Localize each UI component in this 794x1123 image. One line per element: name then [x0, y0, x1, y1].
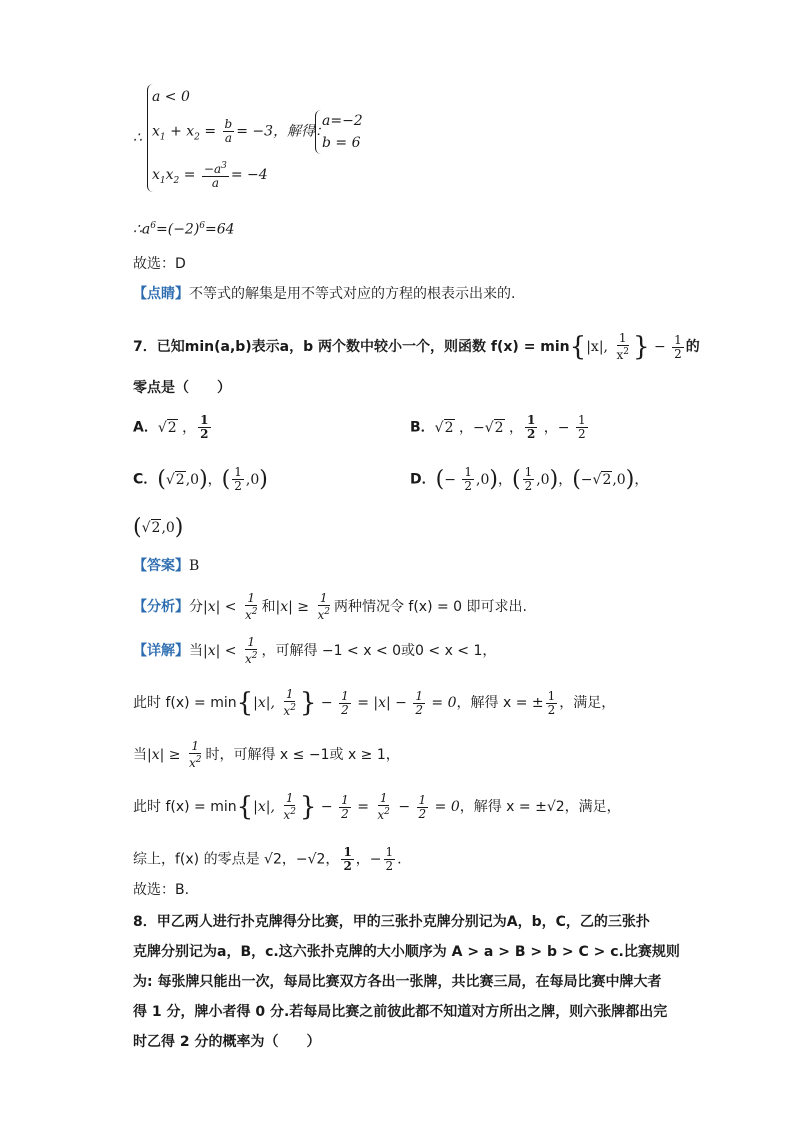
summary-text-2: ，−	[355, 851, 382, 868]
power-expr: =(−2)	[156, 221, 200, 238]
case2-text-2: 时，可解得 x ≤ −1或 x ≥ 1，	[205, 747, 400, 763]
q7-option-d[interactable]: D．(− $\frac{1}{2}$ ,0)，( $\frac{1}{2}$ ,0)，(−√2,0)，	[410, 465, 649, 493]
option-d-label: D．	[410, 471, 436, 488]
q8-line3: 为: 每张牌只能出一次，每局比赛双方各出一张牌，共比赛三局，在每局比赛中牌大者	[133, 974, 662, 990]
power-base: ∴a	[133, 221, 151, 238]
analysis-tag: 【分析】	[133, 599, 189, 615]
power-value: =64	[205, 221, 235, 238]
condition-a-negative: a < 0	[152, 89, 190, 105]
q7-option-c[interactable]: C．(√2,0)，( $\frac{1}{2}$ ,0)	[133, 465, 268, 493]
q7-option-b[interactable]: B．√2 ，−√2 ， $\frac{1}{2}$ ，− $\frac{1}{2}$	[410, 413, 586, 441]
comment-tag: 【点睛】	[133, 286, 189, 302]
q7-case1: 此时 f(x) = min{|x|, $\frac{1}{x^2}$ } − $\frac{1}{2}$ = |x| − $\frac{1}{2}$ = 0，解得 x = ± $\frac{1}{2}$ ，满足，	[133, 687, 616, 718]
q8-line5: 时乙得 2 分的概率为（ ）	[133, 1034, 321, 1050]
solution-a: a=−2	[322, 113, 363, 129]
q8-line2: 克牌分别记为a，B，c.这六张扑克牌的大小顺序为 A > a > B > b > C > c.比赛规则	[133, 944, 680, 960]
detail-tag: 【详解】	[133, 643, 189, 659]
q7-option-d-cont: (√2,0)	[133, 515, 184, 540]
comment-text: 不等式的解集是用不等式对应的方程的根表示出来的.	[189, 286, 516, 302]
q7-stem: 7．已知min(a,b)表示a，b 两个数中较小一个，则函数 f(x) = min{|x|, $\frac{1}{x^2}$ } − $\frac{1}{2}$ 的	[133, 331, 700, 362]
q8-number: 8．	[133, 914, 157, 930]
case2-text-4: ，解得 x = ±√2，满足，	[459, 799, 621, 815]
analysis-text-1: 分	[189, 599, 203, 615]
option-b-label: B．	[410, 419, 435, 436]
case2-text-1: 当	[133, 747, 147, 763]
summary-text-1: 综上，f(x) 的零点是 √2，−√2，	[133, 851, 340, 868]
solution-brace	[315, 110, 321, 154]
q7-case2: 此时 f(x) = min{|x|, $\frac{1}{x^2}$ } − $\frac{1}{2}$ = $\frac{1}{x^2}$ − $\frac{1}{2}$ = 0，解得 x = ±√2，满足，	[133, 791, 621, 822]
q8-text-1: 甲乙两人进行扑克牌得分比赛，甲的三张扑克牌分别记为A，b，C，乙的三张扑	[156, 914, 650, 930]
solution-b: b = 6	[322, 135, 361, 151]
power-result: $\therefore a^6=(-2)^6=64$	[133, 221, 235, 238]
answer-value: B	[189, 558, 200, 574]
case1-text-3: ，满足，	[559, 695, 616, 711]
q7-analysis: 【分析】分|x| < $\frac{1}{x^2}$ 和|x| ≥ $\frac{1}{x^2}$ 两种情况令 f(x) = 0 即可求出.	[133, 591, 527, 622]
q7-option-a[interactable]: A．√2 ， $\frac{1}{2}$	[133, 413, 209, 441]
therefore-symbol: ∴	[133, 130, 142, 146]
answer-tag: 【答案】	[133, 558, 189, 574]
sum-of-roots: $x_1 + x_2$ = $\frac{b}{a}$ = −3，解得：	[152, 117, 330, 145]
q7-summary: 综上，f(x) 的零点是 √2，−√2， $\frac{1}{2}$ ，− $\frac{1}{2}$ .	[133, 845, 402, 873]
q7-case2-cond: 当|x| ≥ $\frac{1}{x^2}$ 时，可解得 x ≤ −1或 x ≥ 1，	[133, 739, 400, 770]
detail-text-2: ，可解得 −1 < x < 0或0 < x < 1，	[261, 643, 497, 659]
q7-detail: 【详解】当|x| < $\frac{1}{x^2}$ ，可解得 −1 < x < 0或0 < x < 1，	[133, 635, 497, 666]
q8-line4: 得 1 分，牌小者得 0 分.若每局比赛之前彼此都不知道对方所出之牌，则六张牌都出完	[133, 1004, 668, 1020]
q7-answer	[133, 556, 199, 576]
answer-line-6: 故选：D	[133, 256, 186, 272]
product-value: = −4	[230, 167, 268, 183]
q7-stem-line2: 零点是（ ）	[133, 380, 231, 396]
q7-final-answer: 故选：B.	[133, 882, 190, 898]
q7-stem-text: 已知min(a,b)表示a，b 两个数中较小一个，则函数 f(x) = min	[156, 339, 570, 355]
q8-line1	[133, 912, 650, 932]
analysis-text-3: 两种情况令 f(x) = 0 即可求出.	[333, 599, 527, 615]
comment-line	[133, 284, 515, 304]
case2-text-3: 此时 f(x) = min	[133, 799, 237, 815]
analysis-text-2: 和	[261, 599, 276, 615]
sum-value: = −3	[236, 123, 274, 140]
product-of-roots: $x_1x_2$ = $\frac{-a^3}{a}$ = −4	[152, 161, 268, 190]
detail-text-1: 当	[189, 643, 203, 659]
q7-number: 7．	[133, 339, 157, 355]
q7-stem-end: 的	[685, 339, 700, 355]
solve-label: ，解得：	[273, 123, 330, 140]
case1-text-2: ，解得 x = ±	[456, 695, 544, 711]
option-c-label: C．	[133, 471, 158, 488]
case1-text-1: 此时 f(x) = min	[133, 695, 237, 711]
option-a-label: A．	[133, 419, 158, 436]
